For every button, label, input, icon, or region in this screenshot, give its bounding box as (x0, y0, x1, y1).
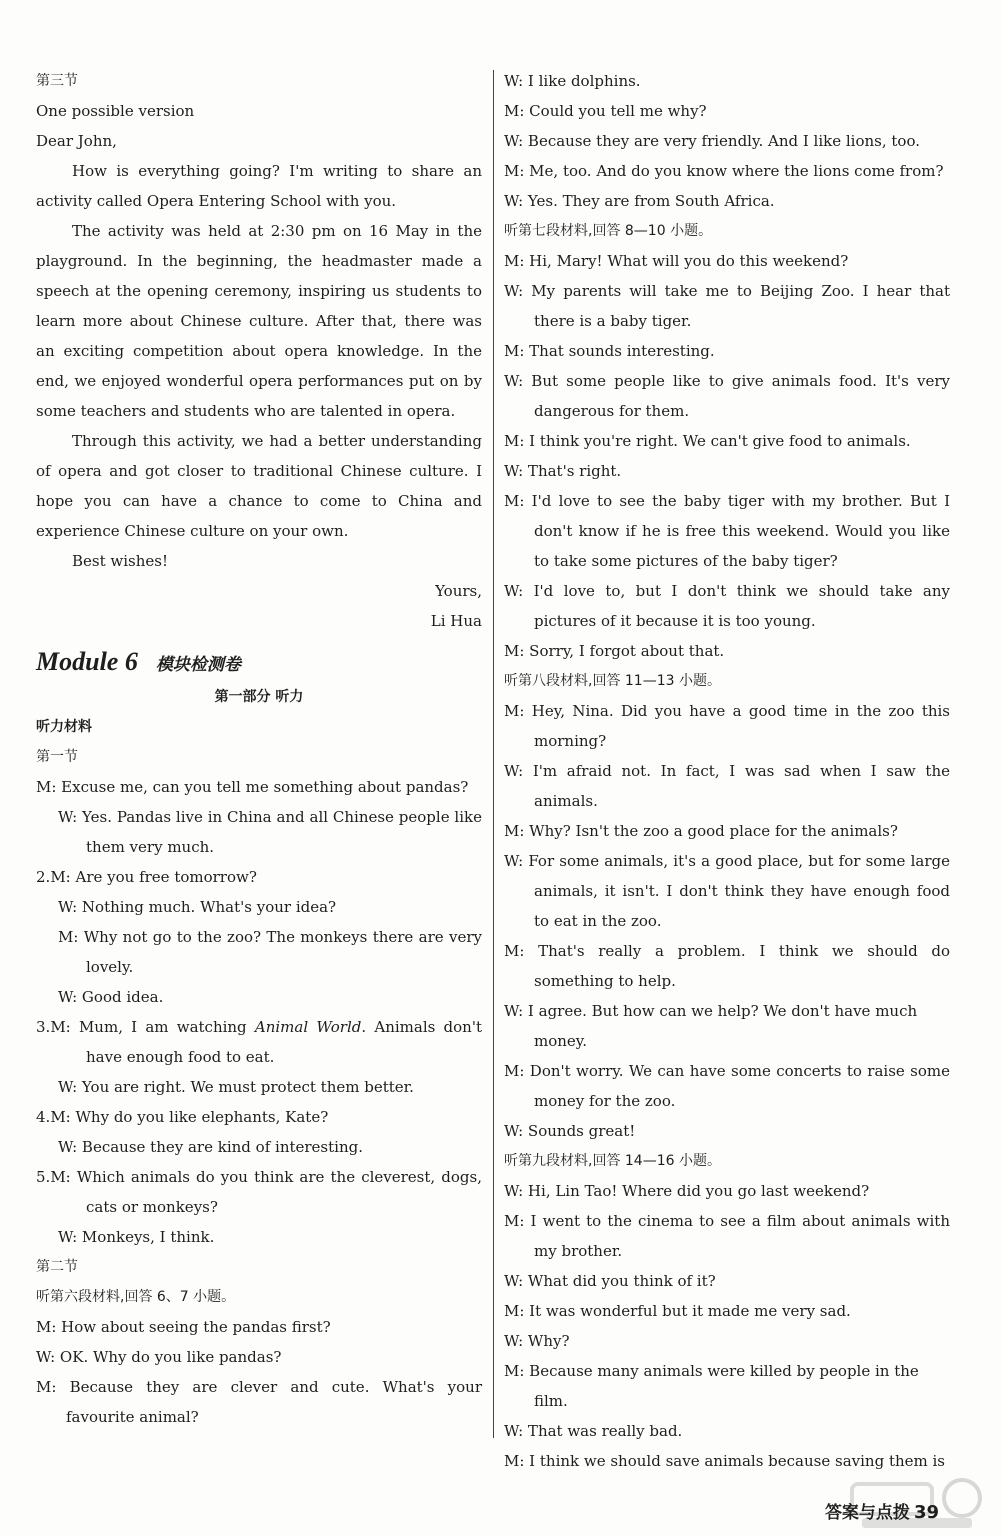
dialogue-line: M: I think we should save animals because saving them is (504, 1452, 945, 1470)
page-footer (825, 1498, 939, 1523)
page-number: 39 (913, 1502, 939, 1523)
q3-woman: W: You are right. We must protect them better. (58, 1078, 414, 1096)
q4-number: 4. (36, 1108, 51, 1126)
dialogue-line: M: That sounds interesting. (504, 342, 715, 360)
dialogue-line: M: Sorry, I forgot about that. (504, 642, 725, 660)
q4-woman: W: Because they are kind of interesting. (58, 1138, 363, 1156)
program-title: Animal World (254, 1018, 362, 1036)
dialogue-line: M: Because they are clever and cute. What's your favourite animal? (36, 1378, 482, 1426)
letter-closing: Best wishes! (72, 552, 168, 570)
footer-label: 答案与点拨 (824, 1503, 910, 1523)
q2-woman-2: W: Good idea. (58, 988, 164, 1006)
dialogue-line: M: That's really a problem. I think we should do something to help. (504, 942, 950, 990)
dialogue-line: W: Because they are very friendly. And I like lions, too. (504, 132, 920, 150)
segment-6-heading: 听第六段材料,回答 6、7 小题。 (36, 1289, 236, 1305)
dialogue-line: W: Why? (504, 1332, 570, 1350)
dialogue-line: W: Sounds great! (504, 1122, 636, 1140)
module-title: Module 6 (36, 647, 138, 676)
letter-paragraph-1: How is everything going? I'm writing to share an activity called Opera Entering School with you. (36, 162, 482, 210)
segment-7-heading: 听第七段材料,回答 8—10 小题。 (504, 223, 713, 239)
dialogue-line: W: I'd love to, but I don't think we should take any pictures of it because it is too young. (504, 582, 950, 630)
dialogue-line: M: I'd love to see the baby tiger with my brother. But I don't know if he is free this weekend. Would you like to take some pictures of the baby tiger? (504, 492, 950, 570)
letter-paragraph-3: Through this activity, we had a better understanding of opera and got closer to traditional Chinese culture. I hope you can have a chance to come to China and experience Chinese culture on your own. (36, 432, 482, 540)
dialogue-line: W: What did you think of it? (504, 1272, 716, 1290)
dialogue-line: M: I think you're right. We can't give food to animals. (504, 432, 911, 450)
dialogue-line: M: Me, too. And do you know where the lions come from? (504, 162, 944, 180)
dialogue-line: M: Hi, Mary! What will you do this weekend? (504, 252, 849, 270)
dialogue-line: M: Don't worry. We can have some concerts to raise some money for the zoo. (504, 1062, 950, 1110)
left-column (36, 66, 482, 1432)
listening-material-heading: 听力材料 (36, 719, 92, 735)
dialogue-line: W: I'm afraid not. In fact, I was sad when I saw the animals. (504, 762, 950, 810)
dialogue-line: W: Hi, Lin Tao! Where did you go last weekend? (504, 1182, 870, 1200)
dialogue-line: M: I went to the cinema to see a film about animals with my brother. (504, 1212, 950, 1260)
letter-salutation: Dear John, (36, 132, 117, 150)
q5-woman: W: Monkeys, I think. (58, 1228, 215, 1246)
dialogue-line: W: But some people like to give animals food. It's very dangerous for them. (504, 372, 950, 420)
module-subtitle: 模块检测卷 (155, 655, 241, 675)
module-heading (36, 644, 482, 680)
dialogue-line: W: That's right. (504, 462, 622, 480)
section-1-heading: 第一节 (36, 749, 78, 765)
section-3-heading: 第三节 (36, 73, 78, 89)
q1-woman: W: Yes. Pandas live in China and all Chinese people like them very much. (58, 808, 482, 856)
possible-version-label: One possible version (36, 102, 195, 120)
column-divider (493, 70, 494, 1438)
q3-number: 3. (36, 1018, 51, 1036)
letter-signature: Li Hua (430, 612, 482, 630)
dialogue-line: M: Hey, Nina. Did you have a good time in the zoo this morning? (504, 702, 950, 750)
q4-man: 4.M: Why do you like elephants, Kate? (36, 1108, 329, 1126)
dialogue-line: W: I agree. But how can we help? We don't have much money. (504, 1002, 918, 1050)
q2-man-2: M: Why not go to the zoo? The monkeys there are very lovely. (58, 928, 482, 976)
dialogue-line: M: Could you tell me why? (504, 102, 707, 120)
dialogue-line: W: Yes. They are from South Africa. (504, 192, 775, 210)
dialogue-line: W: OK. Why do you like pandas? (36, 1348, 282, 1366)
section-2-heading: 第二节 (36, 1259, 78, 1275)
dialogue-line: W: That was really bad. (504, 1422, 683, 1440)
dialogue-line: W: My parents will take me to Beijing Zoo. I hear that there is a baby tiger. (504, 282, 950, 330)
dialogue-line: W: I like dolphins. (504, 72, 641, 90)
q3-man: 3.M: Mum, I am watching Animal World. Animals don't have enough food to eat. (36, 1018, 482, 1066)
q2-man: 2.M: Are you free tomorrow? (36, 868, 257, 886)
q5-number: 5. (36, 1168, 51, 1186)
letter-yours: Yours, (435, 582, 482, 600)
q2-woman-1: W: Nothing much. What's your idea? (58, 898, 337, 916)
right-column (504, 66, 950, 1476)
q1-man: M: Excuse me, can you tell me something about pandas? (36, 778, 469, 796)
dialogue-line: M: Why? Isn't the zoo a good place for the animals? (504, 822, 898, 840)
dialogue-line: M: How about seeing the pandas first? (36, 1318, 331, 1336)
letter-paragraph-2: The activity was held at 2:30 pm on 16 May in the playground. In the beginning, the headmaster made a speech at the opening ceremony, inspiring us students to learn more about Chinese culture. After that, there was an exciting competition about opera knowledge. In the end, we enjoyed wonderful opera performances put on by some teachers and students who are talented in opera. (36, 222, 482, 420)
q5-man: 5.M: Which animals do you think are the cleverest, dogs, cats or monkeys? (36, 1168, 482, 1216)
dialogue-line: M: It was wonderful but it made me very sad. (504, 1302, 851, 1320)
dialogue-line: M: Because many animals were killed by people in the film. (504, 1362, 919, 1410)
segment-9-heading: 听第九段材料,回答 14—16 小题。 (504, 1153, 721, 1169)
q2-number: 2. (36, 868, 51, 886)
dialogue-line: W: For some animals, it's a good place, but for some large animals, it isn't. I don't think they have enough food to eat in the zoo. (504, 852, 950, 930)
part-1-heading: 第一部分 听力 (214, 689, 304, 705)
segment-8-heading: 听第八段材料,回答 11—13 小题。 (504, 673, 721, 689)
